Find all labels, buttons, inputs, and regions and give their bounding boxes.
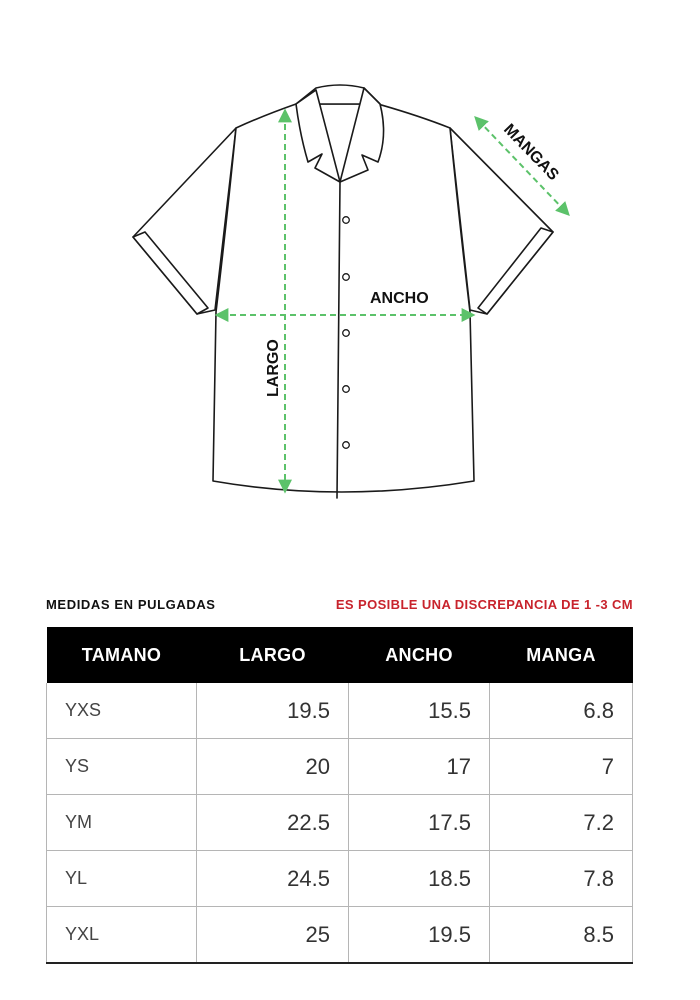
discrepancy-caption: ES POSIBLE UNA DISCREPANCIA DE 1 -3 CM (335, 597, 633, 612)
mangas-label: MANGAS (500, 120, 562, 184)
button-3 (343, 330, 350, 337)
table-row (47, 795, 633, 851)
largo-cell: 20 (197, 739, 349, 795)
manga-cell: 7.2 (490, 795, 633, 851)
ancho-cell: 17.5 (349, 795, 490, 851)
ancho-label: ANCHO (370, 290, 429, 307)
table-row (47, 851, 633, 907)
largo-label: LARGO (265, 339, 282, 397)
manga-cell: 8.5 (490, 907, 633, 964)
manga-cell: 7 (490, 739, 633, 795)
size-cell: YXL (47, 907, 197, 964)
size-cell: YS (47, 739, 197, 795)
largo-cell: 19.5 (197, 683, 349, 739)
manga-cell: 6.8 (490, 683, 633, 739)
largo-cell: 25 (197, 907, 349, 964)
table-row (47, 739, 633, 795)
table-row (47, 683, 633, 739)
manga-cell: 7.8 (490, 851, 633, 907)
button-4 (343, 386, 350, 393)
header-tamano: TAMANO (47, 627, 197, 683)
table-row (47, 907, 633, 964)
size-cell: YM (47, 795, 197, 851)
header-largo: LARGO (197, 627, 349, 683)
button-2 (343, 274, 350, 281)
header-ancho: ANCHO (349, 627, 490, 683)
header-manga: MANGA (490, 627, 633, 683)
size-cell: YL (47, 851, 197, 907)
size-table (46, 627, 633, 964)
largo-cell: 24.5 (197, 851, 349, 907)
ancho-cell: 17 (349, 739, 490, 795)
shirt-body (213, 104, 474, 492)
units-caption: MEDIDAS EN PULGADAS (46, 597, 216, 612)
largo-cell: 22.5 (197, 795, 349, 851)
ancho-cell: 18.5 (349, 851, 490, 907)
ancho-cell: 15.5 (349, 683, 490, 739)
size-cell: YXS (47, 683, 197, 739)
ancho-cell: 19.5 (349, 907, 490, 964)
button-1 (343, 217, 350, 224)
table-header-row (47, 627, 633, 683)
button-5 (343, 442, 350, 449)
